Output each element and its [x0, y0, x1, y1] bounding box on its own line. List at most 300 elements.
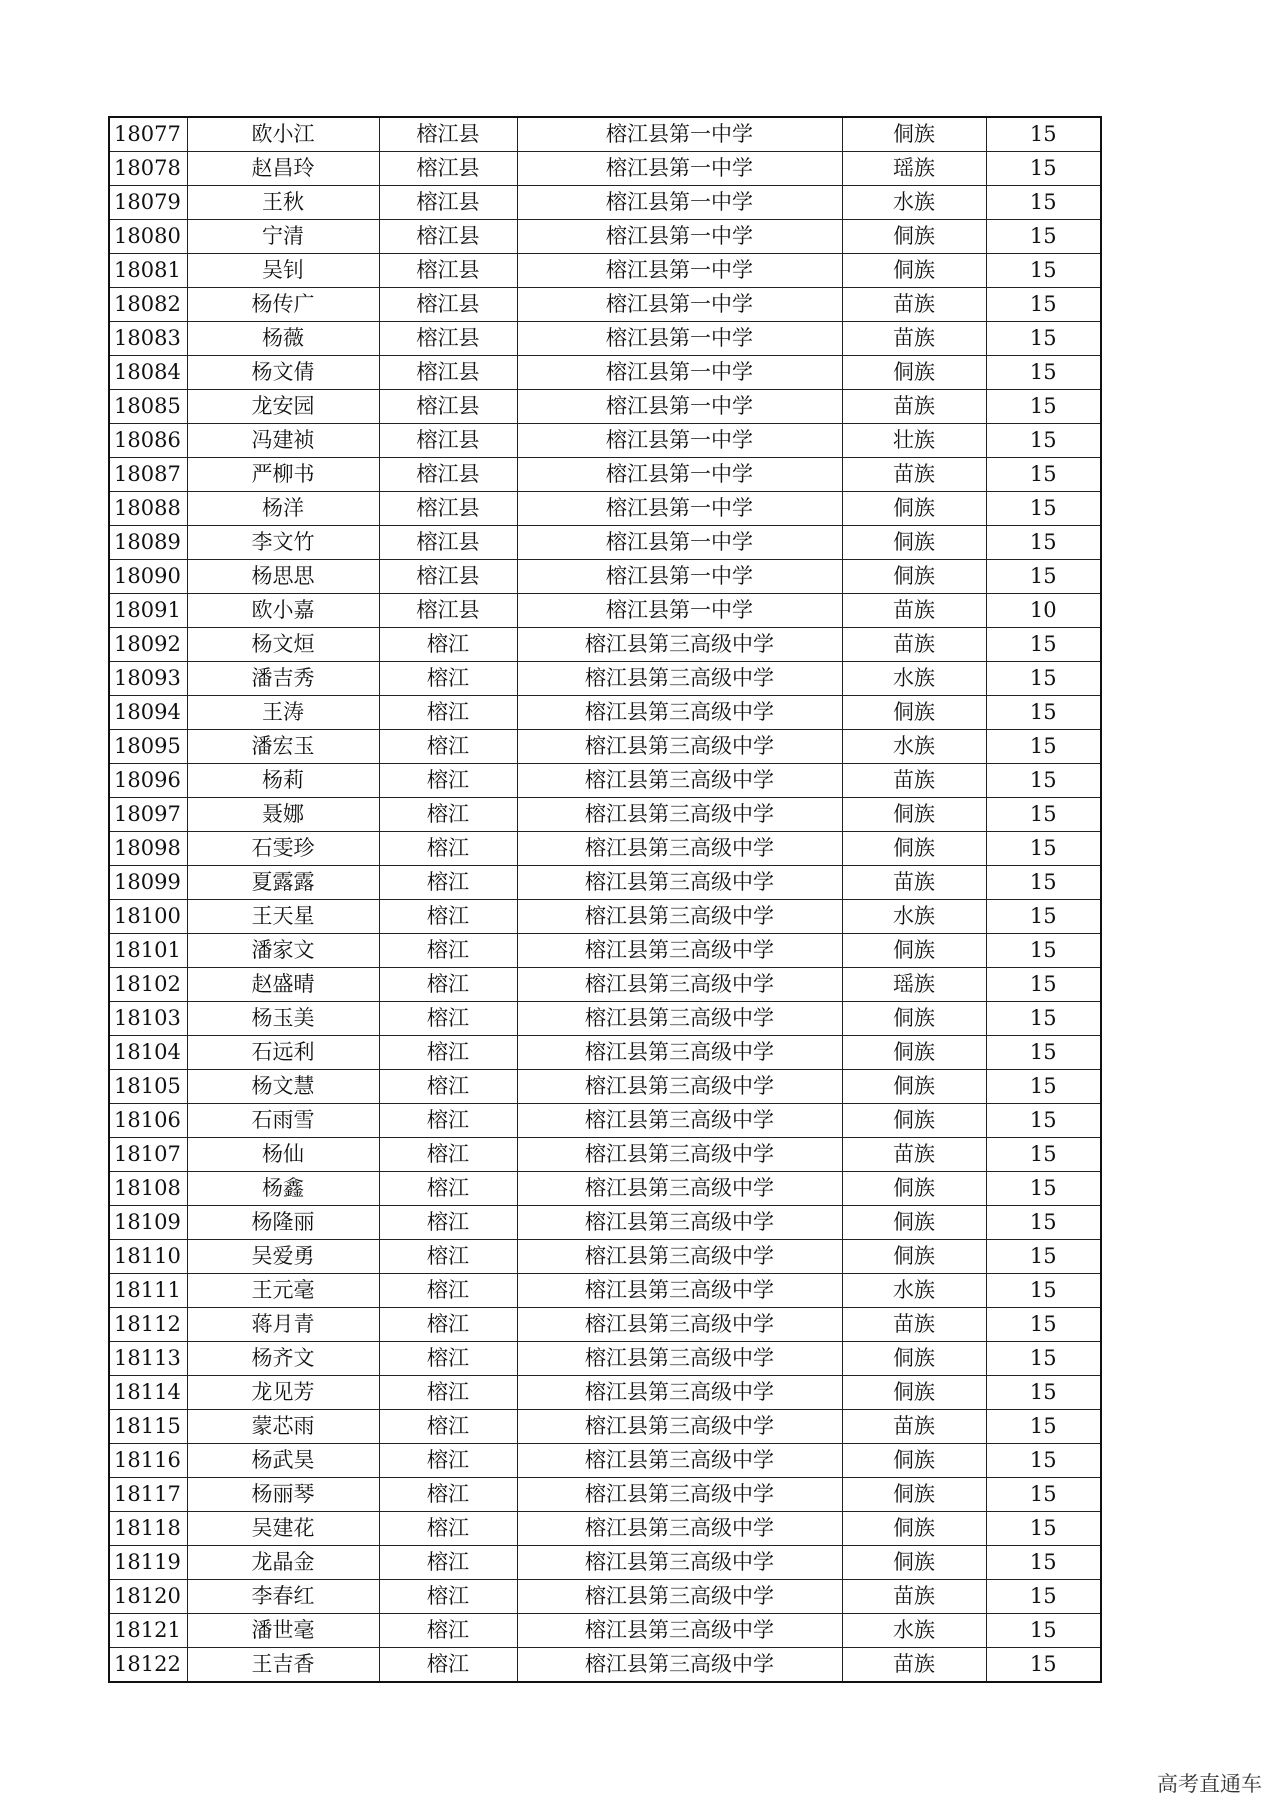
cell-ethnicity: 侗族	[842, 1546, 986, 1580]
cell-county: 榕江县	[379, 492, 517, 526]
cell-county: 榕江	[379, 662, 517, 696]
table-row	[109, 900, 1101, 934]
cell-name: 杨仙	[187, 1138, 379, 1172]
cell-school: 榕江县第三高级中学	[517, 1070, 842, 1104]
cell-id: 18095	[109, 730, 187, 764]
cell-name: 杨丽琴	[187, 1478, 379, 1512]
cell-school: 榕江县第一中学	[517, 594, 842, 628]
cell-id: 18090	[109, 560, 187, 594]
cell-name: 王吉香	[187, 1648, 379, 1683]
table-row	[109, 1308, 1101, 1342]
cell-score: 15	[986, 1342, 1101, 1376]
cell-score: 15	[986, 1410, 1101, 1444]
cell-school: 榕江县第三高级中学	[517, 798, 842, 832]
cell-score: 15	[986, 186, 1101, 220]
cell-county: 榕江县	[379, 117, 517, 152]
cell-name: 李春红	[187, 1580, 379, 1614]
cell-id: 18086	[109, 424, 187, 458]
cell-score: 15	[986, 322, 1101, 356]
cell-ethnicity: 苗族	[842, 1580, 986, 1614]
cell-county: 榕江	[379, 1546, 517, 1580]
cell-ethnicity: 水族	[842, 1614, 986, 1648]
cell-score: 10	[986, 594, 1101, 628]
cell-county: 榕江	[379, 764, 517, 798]
cell-ethnicity: 苗族	[842, 866, 986, 900]
cell-ethnicity: 侗族	[842, 934, 986, 968]
cell-id: 18083	[109, 322, 187, 356]
table-row	[109, 1410, 1101, 1444]
cell-school: 榕江县第一中学	[517, 117, 842, 152]
table-row	[109, 424, 1101, 458]
cell-id: 18082	[109, 288, 187, 322]
cell-county: 榕江	[379, 866, 517, 900]
cell-county: 榕江县	[379, 424, 517, 458]
cell-name: 杨齐文	[187, 1342, 379, 1376]
cell-school: 榕江县第三高级中学	[517, 764, 842, 798]
cell-ethnicity: 侗族	[842, 1240, 986, 1274]
cell-score: 15	[986, 1478, 1101, 1512]
cell-score: 15	[986, 1648, 1101, 1683]
cell-school: 榕江县第三高级中学	[517, 900, 842, 934]
cell-county: 榕江	[379, 1104, 517, 1138]
cell-name: 杨薇	[187, 322, 379, 356]
cell-county: 榕江县	[379, 186, 517, 220]
cell-county: 榕江	[379, 1138, 517, 1172]
student-roster-table	[108, 116, 1102, 1683]
cell-name: 石远利	[187, 1036, 379, 1070]
cell-score: 15	[986, 1138, 1101, 1172]
cell-id: 18078	[109, 152, 187, 186]
cell-id: 18116	[109, 1444, 187, 1478]
cell-school: 榕江县第三高级中学	[517, 1376, 842, 1410]
cell-ethnicity: 侗族	[842, 1036, 986, 1070]
cell-ethnicity: 侗族	[842, 696, 986, 730]
cell-id: 18091	[109, 594, 187, 628]
cell-ethnicity: 侗族	[842, 1206, 986, 1240]
cell-ethnicity: 水族	[842, 186, 986, 220]
cell-ethnicity: 水族	[842, 1274, 986, 1308]
cell-name: 蒋月青	[187, 1308, 379, 1342]
cell-county: 榕江	[379, 1410, 517, 1444]
cell-county: 榕江县	[379, 254, 517, 288]
cell-id: 18117	[109, 1478, 187, 1512]
cell-county: 榕江	[379, 1172, 517, 1206]
cell-school: 榕江县第三高级中学	[517, 1512, 842, 1546]
cell-score: 15	[986, 1444, 1101, 1478]
cell-ethnicity: 侗族	[842, 798, 986, 832]
cell-score: 15	[986, 1240, 1101, 1274]
cell-school: 榕江县第一中学	[517, 356, 842, 390]
cell-school: 榕江县第三高级中学	[517, 1614, 842, 1648]
watermark-text: 高考直通车	[1157, 1772, 1262, 1796]
cell-ethnicity: 侗族	[842, 1104, 986, 1138]
cell-name: 聂娜	[187, 798, 379, 832]
cell-name: 龙安园	[187, 390, 379, 424]
cell-id: 18089	[109, 526, 187, 560]
cell-county: 榕江	[379, 730, 517, 764]
cell-id: 18104	[109, 1036, 187, 1070]
roster-body	[109, 117, 1101, 1682]
cell-school: 榕江县第一中学	[517, 492, 842, 526]
cell-score: 15	[986, 730, 1101, 764]
cell-school: 榕江县第一中学	[517, 152, 842, 186]
cell-score: 15	[986, 492, 1101, 526]
cell-score: 15	[986, 1308, 1101, 1342]
cell-county: 榕江	[379, 1002, 517, 1036]
cell-ethnicity: 苗族	[842, 458, 986, 492]
table-row	[109, 1240, 1101, 1274]
cell-score: 15	[986, 1580, 1101, 1614]
cell-ethnicity: 苗族	[842, 764, 986, 798]
cell-name: 杨玉美	[187, 1002, 379, 1036]
cell-id: 18079	[109, 186, 187, 220]
cell-ethnicity: 侗族	[842, 832, 986, 866]
cell-county: 榕江	[379, 1512, 517, 1546]
cell-name: 杨洋	[187, 492, 379, 526]
cell-score: 15	[986, 866, 1101, 900]
cell-ethnicity: 苗族	[842, 1308, 986, 1342]
table-row	[109, 322, 1101, 356]
table-row	[109, 730, 1101, 764]
cell-name: 杨思思	[187, 560, 379, 594]
cell-ethnicity: 侗族	[842, 526, 986, 560]
cell-county: 榕江	[379, 1240, 517, 1274]
cell-name: 王秋	[187, 186, 379, 220]
table-row	[109, 526, 1101, 560]
cell-name: 夏露露	[187, 866, 379, 900]
cell-id: 18122	[109, 1648, 187, 1683]
cell-name: 石雨雪	[187, 1104, 379, 1138]
cell-id: 18108	[109, 1172, 187, 1206]
cell-school: 榕江县第三高级中学	[517, 1138, 842, 1172]
cell-school: 榕江县第三高级中学	[517, 1036, 842, 1070]
cell-name: 吴爱勇	[187, 1240, 379, 1274]
cell-name: 欧小江	[187, 117, 379, 152]
cell-score: 15	[986, 968, 1101, 1002]
cell-county: 榕江	[379, 1036, 517, 1070]
cell-ethnicity: 侗族	[842, 560, 986, 594]
cell-score: 15	[986, 390, 1101, 424]
cell-county: 榕江	[379, 1648, 517, 1683]
cell-school: 榕江县第三高级中学	[517, 1274, 842, 1308]
cell-id: 18087	[109, 458, 187, 492]
cell-id: 18084	[109, 356, 187, 390]
cell-score: 15	[986, 832, 1101, 866]
table-row	[109, 764, 1101, 798]
table-row	[109, 356, 1101, 390]
cell-school: 榕江县第三高级中学	[517, 696, 842, 730]
cell-name: 杨文倩	[187, 356, 379, 390]
cell-id: 18088	[109, 492, 187, 526]
cell-county: 榕江	[379, 1274, 517, 1308]
cell-ethnicity: 水族	[842, 662, 986, 696]
cell-score: 15	[986, 1036, 1101, 1070]
cell-id: 18105	[109, 1070, 187, 1104]
cell-county: 榕江县	[379, 152, 517, 186]
cell-id: 18118	[109, 1512, 187, 1546]
table-row	[109, 696, 1101, 730]
table-row	[109, 288, 1101, 322]
cell-ethnicity: 苗族	[842, 1648, 986, 1683]
cell-county: 榕江县	[379, 288, 517, 322]
cell-name: 杨隆丽	[187, 1206, 379, 1240]
cell-county: 榕江	[379, 1376, 517, 1410]
cell-ethnicity: 壮族	[842, 424, 986, 458]
cell-name: 龙晶金	[187, 1546, 379, 1580]
cell-score: 15	[986, 424, 1101, 458]
cell-score: 15	[986, 254, 1101, 288]
cell-school: 榕江县第三高级中学	[517, 1580, 842, 1614]
cell-school: 榕江县第一中学	[517, 186, 842, 220]
cell-school: 榕江县第一中学	[517, 526, 842, 560]
table-row	[109, 186, 1101, 220]
cell-school: 榕江县第一中学	[517, 254, 842, 288]
cell-score: 15	[986, 662, 1101, 696]
table-row	[109, 1580, 1101, 1614]
cell-ethnicity: 苗族	[842, 288, 986, 322]
cell-name: 王天星	[187, 900, 379, 934]
cell-score: 15	[986, 696, 1101, 730]
cell-ethnicity: 苗族	[842, 390, 986, 424]
cell-score: 15	[986, 1512, 1101, 1546]
table-row	[109, 832, 1101, 866]
cell-county: 榕江	[379, 832, 517, 866]
cell-ethnicity: 侗族	[842, 1478, 986, 1512]
cell-county: 榕江县	[379, 526, 517, 560]
cell-id: 18102	[109, 968, 187, 1002]
cell-ethnicity: 苗族	[842, 322, 986, 356]
cell-name: 杨鑫	[187, 1172, 379, 1206]
cell-ethnicity: 侗族	[842, 1512, 986, 1546]
cell-school: 榕江县第三高级中学	[517, 1240, 842, 1274]
table-row	[109, 1342, 1101, 1376]
cell-county: 榕江	[379, 1206, 517, 1240]
table-row	[109, 1444, 1101, 1478]
cell-name: 李文竹	[187, 526, 379, 560]
cell-ethnicity: 苗族	[842, 594, 986, 628]
table-row	[109, 1478, 1101, 1512]
cell-name: 龙见芳	[187, 1376, 379, 1410]
cell-county: 榕江	[379, 1614, 517, 1648]
cell-score: 15	[986, 458, 1101, 492]
cell-score: 15	[986, 934, 1101, 968]
cell-name: 赵盛晴	[187, 968, 379, 1002]
cell-name: 王涛	[187, 696, 379, 730]
cell-id: 18092	[109, 628, 187, 662]
cell-name: 石雯珍	[187, 832, 379, 866]
table-row	[109, 220, 1101, 254]
cell-name: 吴建花	[187, 1512, 379, 1546]
cell-score: 15	[986, 1206, 1101, 1240]
cell-id: 18110	[109, 1240, 187, 1274]
cell-school: 榕江县第一中学	[517, 288, 842, 322]
cell-county: 榕江	[379, 1342, 517, 1376]
cell-name: 冯建祯	[187, 424, 379, 458]
cell-score: 15	[986, 1172, 1101, 1206]
cell-ethnicity: 侗族	[842, 1172, 986, 1206]
cell-id: 18096	[109, 764, 187, 798]
table-row	[109, 1546, 1101, 1580]
cell-school: 榕江县第三高级中学	[517, 1206, 842, 1240]
cell-county: 榕江县	[379, 220, 517, 254]
cell-name: 吴钊	[187, 254, 379, 288]
cell-name: 潘宏玉	[187, 730, 379, 764]
cell-name: 欧小嘉	[187, 594, 379, 628]
table-row	[109, 968, 1101, 1002]
cell-school: 榕江县第一中学	[517, 390, 842, 424]
table-row	[109, 1036, 1101, 1070]
cell-ethnicity: 侗族	[842, 1002, 986, 1036]
table-row	[109, 560, 1101, 594]
cell-ethnicity: 侗族	[842, 1376, 986, 1410]
cell-id: 18114	[109, 1376, 187, 1410]
table-row	[109, 1138, 1101, 1172]
cell-ethnicity: 侗族	[842, 1444, 986, 1478]
cell-county: 榕江	[379, 900, 517, 934]
cell-id: 18107	[109, 1138, 187, 1172]
cell-school: 榕江县第三高级中学	[517, 1410, 842, 1444]
table-row	[109, 594, 1101, 628]
cell-score: 15	[986, 1002, 1101, 1036]
cell-ethnicity: 水族	[842, 900, 986, 934]
table-row	[109, 1172, 1101, 1206]
cell-id: 18120	[109, 1580, 187, 1614]
cell-county: 榕江	[379, 1580, 517, 1614]
cell-ethnicity: 侗族	[842, 492, 986, 526]
cell-school: 榕江县第三高级中学	[517, 662, 842, 696]
cell-school: 榕江县第三高级中学	[517, 1546, 842, 1580]
cell-id: 18098	[109, 832, 187, 866]
cell-id: 18100	[109, 900, 187, 934]
cell-score: 15	[986, 798, 1101, 832]
cell-score: 15	[986, 117, 1101, 152]
cell-county: 榕江县	[379, 458, 517, 492]
cell-school: 榕江县第三高级中学	[517, 1002, 842, 1036]
cell-name: 杨文烜	[187, 628, 379, 662]
cell-ethnicity: 侗族	[842, 1342, 986, 1376]
cell-school: 榕江县第三高级中学	[517, 730, 842, 764]
cell-id: 18113	[109, 1342, 187, 1376]
cell-county: 榕江	[379, 934, 517, 968]
cell-score: 15	[986, 526, 1101, 560]
cell-ethnicity: 苗族	[842, 1138, 986, 1172]
table-row	[109, 1070, 1101, 1104]
table-row	[109, 1104, 1101, 1138]
cell-county: 榕江县	[379, 390, 517, 424]
cell-id: 18081	[109, 254, 187, 288]
cell-county: 榕江	[379, 1478, 517, 1512]
table-row	[109, 1648, 1101, 1683]
cell-score: 15	[986, 1614, 1101, 1648]
cell-id: 18093	[109, 662, 187, 696]
cell-id: 18085	[109, 390, 187, 424]
cell-county: 榕江	[379, 1308, 517, 1342]
cell-name: 蒙芯雨	[187, 1410, 379, 1444]
table-row	[109, 1206, 1101, 1240]
cell-school: 榕江县第三高级中学	[517, 1648, 842, 1683]
table-row	[109, 254, 1101, 288]
cell-id: 18080	[109, 220, 187, 254]
cell-school: 榕江县第三高级中学	[517, 628, 842, 662]
cell-school: 榕江县第三高级中学	[517, 866, 842, 900]
cell-county: 榕江	[379, 968, 517, 1002]
cell-id: 18121	[109, 1614, 187, 1648]
cell-name: 杨武昊	[187, 1444, 379, 1478]
cell-county: 榕江县	[379, 594, 517, 628]
cell-school: 榕江县第三高级中学	[517, 934, 842, 968]
cell-name: 潘世毫	[187, 1614, 379, 1648]
cell-id: 18112	[109, 1308, 187, 1342]
cell-school: 榕江县第三高级中学	[517, 968, 842, 1002]
cell-school: 榕江县第一中学	[517, 458, 842, 492]
cell-score: 15	[986, 900, 1101, 934]
cell-county: 榕江	[379, 696, 517, 730]
cell-school: 榕江县第一中学	[517, 322, 842, 356]
table-row	[109, 866, 1101, 900]
cell-id: 18097	[109, 798, 187, 832]
cell-id: 18115	[109, 1410, 187, 1444]
cell-ethnicity: 侗族	[842, 356, 986, 390]
table-row	[109, 390, 1101, 424]
table-row	[109, 798, 1101, 832]
cell-score: 15	[986, 628, 1101, 662]
cell-school: 榕江县第三高级中学	[517, 1308, 842, 1342]
cell-ethnicity: 侗族	[842, 220, 986, 254]
cell-id: 18101	[109, 934, 187, 968]
cell-name: 杨文慧	[187, 1070, 379, 1104]
table-row	[109, 1376, 1101, 1410]
table-row	[109, 458, 1101, 492]
cell-id: 18119	[109, 1546, 187, 1580]
cell-ethnicity: 瑶族	[842, 968, 986, 1002]
cell-score: 15	[986, 152, 1101, 186]
table-row	[109, 662, 1101, 696]
cell-name: 赵昌玲	[187, 152, 379, 186]
cell-id: 18094	[109, 696, 187, 730]
cell-id: 18077	[109, 117, 187, 152]
cell-name: 严柳书	[187, 458, 379, 492]
cell-name: 潘吉秀	[187, 662, 379, 696]
cell-ethnicity: 侗族	[842, 1070, 986, 1104]
table-row	[109, 117, 1101, 152]
cell-id: 18099	[109, 866, 187, 900]
cell-score: 15	[986, 560, 1101, 594]
cell-ethnicity: 水族	[842, 730, 986, 764]
cell-ethnicity: 侗族	[842, 254, 986, 288]
cell-score: 15	[986, 1104, 1101, 1138]
cell-county: 榕江县	[379, 560, 517, 594]
cell-school: 榕江县第三高级中学	[517, 1342, 842, 1376]
table-row	[109, 1512, 1101, 1546]
table-row	[109, 1274, 1101, 1308]
cell-county: 榕江	[379, 628, 517, 662]
cell-ethnicity: 苗族	[842, 1410, 986, 1444]
cell-score: 15	[986, 1546, 1101, 1580]
cell-name: 杨传广	[187, 288, 379, 322]
cell-score: 15	[986, 1274, 1101, 1308]
cell-school: 榕江县第三高级中学	[517, 832, 842, 866]
cell-id: 18109	[109, 1206, 187, 1240]
cell-school: 榕江县第一中学	[517, 560, 842, 594]
table-row	[109, 1614, 1101, 1648]
cell-county: 榕江	[379, 1444, 517, 1478]
cell-id: 18106	[109, 1104, 187, 1138]
cell-score: 15	[986, 288, 1101, 322]
table-row	[109, 492, 1101, 526]
table-row	[109, 934, 1101, 968]
cell-county: 榕江	[379, 798, 517, 832]
table-row	[109, 152, 1101, 186]
